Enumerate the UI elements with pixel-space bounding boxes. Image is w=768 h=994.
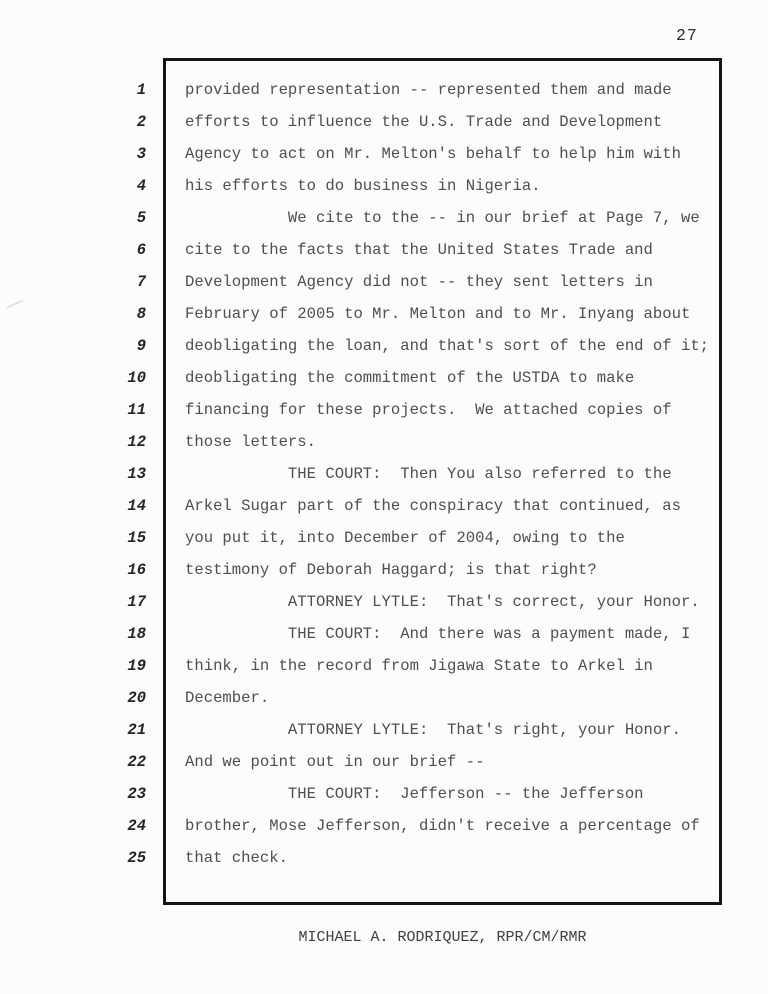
transcript-line	[0, 394, 768, 426]
transcript-line	[0, 554, 768, 586]
line-text: THE COURT: Jefferson -- the Jefferson	[185, 785, 644, 803]
line-text: Development Agency did not -- they sent letters in	[185, 273, 653, 291]
transcript-line	[0, 618, 768, 650]
line-text: deobligating the loan, and that's sort of the end of it;	[185, 337, 710, 355]
transcript-line	[0, 234, 768, 266]
line-number: 13	[127, 465, 146, 483]
transcript-line	[0, 362, 768, 394]
transcript-line	[0, 458, 768, 490]
line-text: his efforts to do business in Nigeria.	[185, 177, 541, 195]
transcript-line	[0, 426, 768, 458]
line-number: 21	[127, 721, 146, 739]
transcript-line	[0, 650, 768, 682]
page-number: 27	[676, 26, 698, 45]
line-text: provided representation -- represented them and made	[185, 81, 672, 99]
line-text: brother, Mose Jefferson, didn't receive a percentage of	[185, 817, 700, 835]
line-number: 19	[127, 657, 146, 675]
line-number: 9	[136, 337, 146, 355]
transcript-line	[0, 522, 768, 554]
line-text: efforts to influence the U.S. Trade and Development	[185, 113, 663, 131]
transcript-line	[0, 746, 768, 778]
line-text: And we point out in our brief --	[185, 753, 485, 771]
transcript-line	[0, 714, 768, 746]
line-text: December.	[185, 689, 270, 707]
line-number: 6	[136, 241, 146, 259]
line-text: ATTORNEY LYTLE: That's correct, your Honor.	[185, 593, 700, 611]
line-text: cite to the facts that the United States Trade and	[185, 241, 653, 259]
line-number: 24	[127, 817, 146, 835]
line-number: 11	[127, 401, 146, 419]
line-number: 18	[127, 625, 146, 643]
line-text: THE COURT: And there was a payment made, I	[185, 625, 691, 643]
reporter-name: MICHAEL A. RODRIQUEZ, RPR/CM/RMR	[298, 929, 587, 946]
transcript-line	[0, 490, 768, 522]
line-text: THE COURT: Then You also referred to the	[185, 465, 672, 483]
transcript-line	[0, 586, 768, 618]
line-text: you put it, into December of 2004, owing to the	[185, 529, 625, 547]
line-text: testimony of Deborah Haggard; is that right?	[185, 561, 597, 579]
line-number: 23	[127, 785, 146, 803]
line-text: ATTORNEY LYTLE: That's right, your Honor.	[185, 721, 681, 739]
line-text: We cite to the -- in our brief at Page 7, we	[185, 209, 700, 227]
line-number: 20	[127, 689, 146, 707]
line-text: that check.	[185, 849, 288, 867]
transcript-line	[0, 298, 768, 330]
line-text: financing for these projects. We attached copies of	[185, 401, 672, 419]
line-number: 8	[136, 305, 146, 323]
transcript-line	[0, 810, 768, 842]
transcript-line	[0, 170, 768, 202]
transcript-line	[0, 330, 768, 362]
transcript-line	[0, 682, 768, 714]
line-text: think, in the record from Jigawa State to Arkel in	[185, 657, 653, 675]
transcript-line	[0, 266, 768, 298]
line-number: 1	[136, 81, 146, 99]
line-number: 16	[127, 561, 146, 579]
transcript-line	[0, 842, 768, 874]
transcript-line	[0, 202, 768, 234]
line-number: 10	[127, 369, 146, 387]
line-text: Agency to act on Mr. Melton's behalf to help him with	[185, 145, 681, 163]
line-number: 22	[127, 753, 146, 771]
line-text: those letters.	[185, 433, 317, 451]
line-text: deobligating the commitment of the USTDA to make	[185, 369, 635, 387]
line-number: 12	[127, 433, 146, 451]
transcript-line	[0, 138, 768, 170]
transcript-body	[0, 74, 768, 874]
line-number: 7	[136, 273, 146, 291]
line-text: Arkel Sugar part of the conspiracy that continued, as	[185, 497, 681, 515]
line-number: 14	[127, 497, 146, 515]
transcript-line	[0, 778, 768, 810]
transcript-line	[0, 74, 768, 106]
line-number: 2	[136, 113, 146, 131]
line-number: 4	[136, 177, 146, 195]
line-number: 15	[127, 529, 146, 547]
line-number: 17	[127, 593, 146, 611]
line-number: 25	[127, 849, 146, 867]
transcript-line	[0, 106, 768, 138]
line-number: 5	[136, 209, 146, 227]
line-number: 3	[136, 145, 146, 163]
line-text: February of 2005 to Mr. Melton and to Mr. Inyang about	[185, 305, 691, 323]
